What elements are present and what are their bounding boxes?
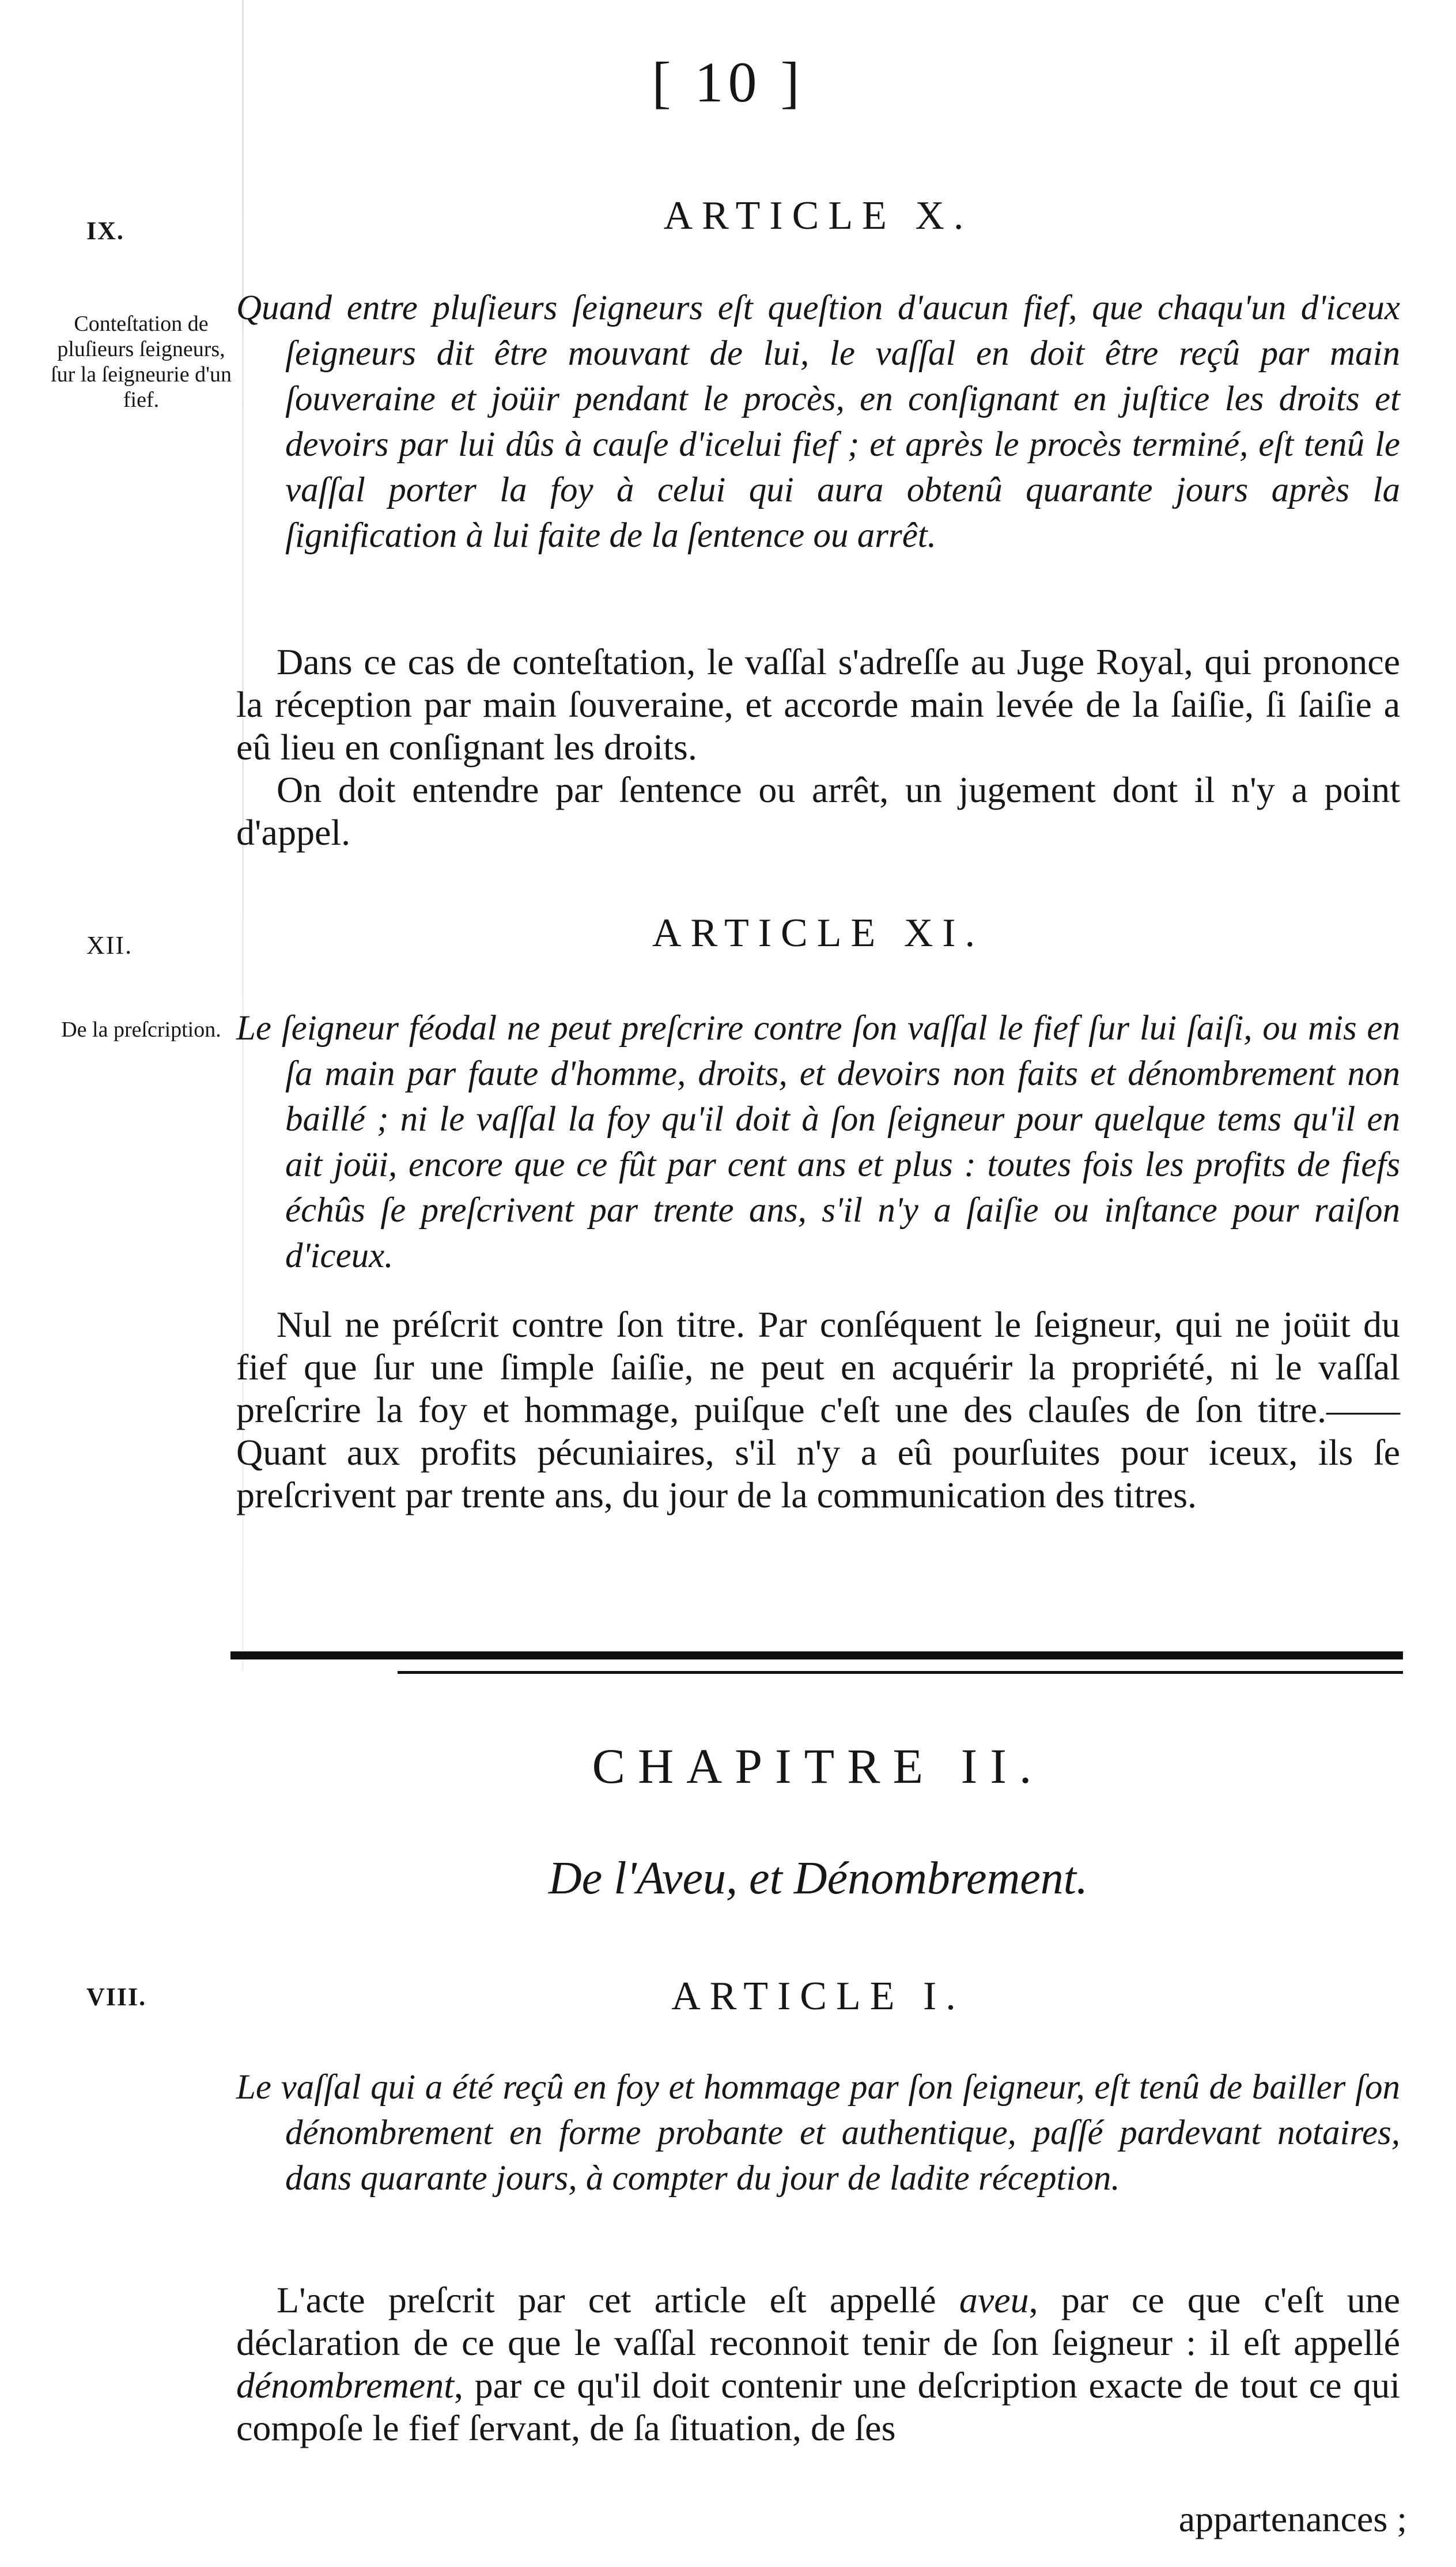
margin-note: De la preſcription. bbox=[61, 1018, 221, 1042]
page-number: [ 10 ] bbox=[652, 50, 804, 114]
margin-article-number: IX. bbox=[86, 217, 124, 245]
commentary bbox=[236, 2279, 1400, 2449]
commentary bbox=[236, 1303, 1400, 1517]
chapter-rule-thin bbox=[398, 1671, 1403, 1674]
chapter-rule-thick bbox=[230, 1651, 1403, 1659]
commentary-text: , par ce qu'il doit contenir une deſcription exacte de tout ce qui compoſe le fief ſervant, de ſa ſituation, de ſes bbox=[236, 2365, 1400, 2448]
article-title: ARTICLE X. bbox=[663, 194, 973, 238]
article-text: Quand entre pluſieurs ſeigneurs eſt queſtion d'aucun fief, que chaqu'un d'iceux ſeigneurs dit être mouvant de lui, le vaſſal en doit être reçû par main ſouveraine et joüir pendant le procès, en conſignant en juſtice les droits et devoirs par lui dûs à cauſe d'icelui fief ; et après le procès terminé, eſt tenû le vaſſal porter la foy à celui qui aura obtenû quarante jours après la ſignification à lui faite de la ſentence ou arrêt. bbox=[236, 289, 1400, 555]
chapter-title: CHAPITRE II. bbox=[592, 1738, 1045, 1794]
margin-article-number: VIII. bbox=[86, 1983, 147, 2011]
margin-article-number: XII. bbox=[86, 931, 133, 959]
commentary-text: L'acte preſcrit par cet article eſt appellé bbox=[277, 2279, 959, 2320]
commentary-paragraph: Dans ce cas de conteſtation, le vaſſal s'adreſſe au Juge Royal, qui prononce la réception par main ſouveraine, et accorde main levée de la ſaiſie, ſi ſaiſie a eû lieu en conſignant les droits. bbox=[236, 641, 1400, 768]
margin-note: Conteſtation de pluſieurs ſeigneurs, ſur la ſeigneurie d'un fief. bbox=[51, 312, 232, 412]
catchword: appartenances ; bbox=[1178, 2498, 1407, 2539]
article-title: ARTICLE I. bbox=[671, 1974, 965, 2018]
commentary-text: , par ce que c'eſt une déclaration de ce que le vaſſal reconnoit tenir de ſon ſeigneur : il eſt appellé bbox=[236, 2279, 1401, 2363]
article-text: Le ſeigneur féodal ne peut preſcrire contre ſon vaſſal le fief ſur lui ſaiſi, ou mis en ſa main par faute d'homme, droits, et devoirs non faits et dénombrement non baillé ; ni le vaſſal la foy qu'il doit à ſon ſeigneur pour quelque tems qu'il en ait joüi, encore que ce fût par cent ans et plus : toutes fois les profits de fiefs échûs ſe preſcrivent par trente ans, s'il n'y a ſaiſie ou inſtance pour raiſon d'iceux. bbox=[236, 1009, 1400, 1275]
commentary-paragraph: Nul ne préſcrit contre ſon titre. Par conſéquent le ſeigneur, qui ne joüit du fief que ſur une ſimple ſaiſie, ne peut en acquérir la propriété, ni le vaſſal preſcrire la foy et hommage, puiſque c'eſt une des clauſes de ſon titre.—— Quant aux profits pécuniaires, s'il n'y a eû pourſuites pour iceux, ils ſe preſcrivent par trente ans, du jour de la communication des titres. bbox=[236, 1304, 1400, 1515]
article-text: Le vaſſal qui a été reçû en foy et hommage par ſon ſeigneur, eſt tenû de bailler ſon dénombrement en forme probante et authentique, paſſé pardevant notaires, dans quarante jours, à compter du jour de ladite réception. bbox=[236, 2068, 1400, 2198]
commentary-paragraph: On doit entendre par ſentence ou arrêt, un jugement dont il n'y a point d'appel. bbox=[236, 769, 1400, 853]
chapter-subtitle: De l'Aveu, et Dénombrement. bbox=[548, 1853, 1088, 1904]
article-title: ARTICLE XI. bbox=[652, 911, 985, 955]
defined-term: aveu bbox=[959, 2279, 1029, 2320]
commentary-paragraph bbox=[236, 2279, 1400, 2449]
defined-term: dénombrement bbox=[236, 2365, 454, 2406]
commentary bbox=[236, 641, 1400, 854]
